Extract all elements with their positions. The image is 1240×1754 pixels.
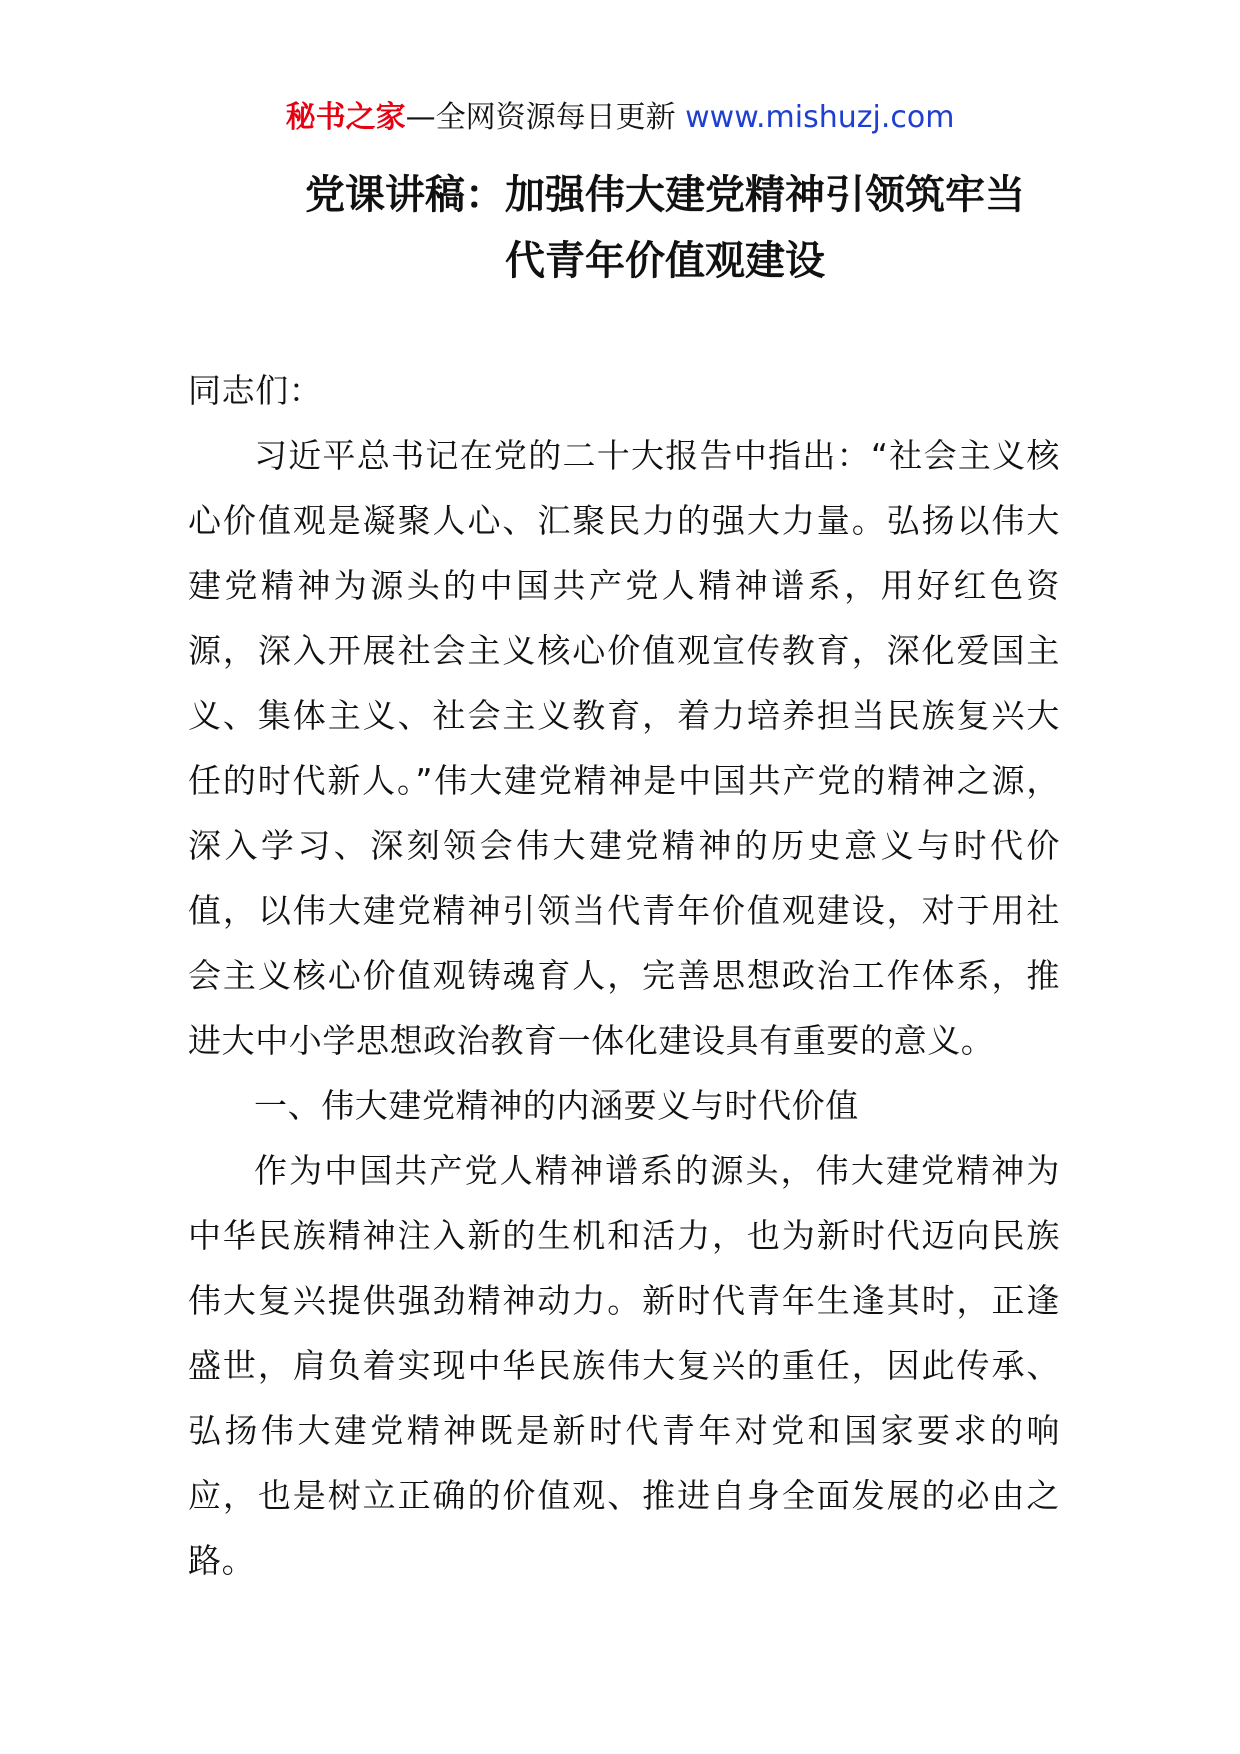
title-line-2: 代青年价值观建设 xyxy=(505,238,825,284)
body-paragraph: 习近平总书记在党的二十大报告中指出：“社会主义核心价值观是凝聚人心、汇聚民力的强大力量。弘扬以伟大建党精神为源头的中国共产党人精神谱系，用好红色资源，深入开展社会主义核心价值观宣传教育，深化爱国主义、集体主义、社会主义教育，着力培养担当民族复兴大任的时代新人。”伟大建党精神是中国共产党的精神之源，深入学习、深刻领会伟大建党精神的历史意义与时代价值，以伟大建党精神引领当代青年价值观建设，对于用社会主义核心价值观铸魂育人，完善思想政治工作体系，推进大中小学思想政治教育一体化建设具有重要的意义。 xyxy=(188,436,1060,1060)
title-line-1: 党课讲稿：加强伟大建党精神引领筑牢当 xyxy=(305,172,1025,218)
section-heading: 一、伟大建党精神的内涵要义与时代价值 xyxy=(254,1086,859,1125)
site-brand: 秘书之家 xyxy=(285,100,406,135)
site-tagline: —全网资源每日更新 xyxy=(405,100,676,135)
site-url-link[interactable]: www.mishuzj.com xyxy=(685,100,955,135)
document-title xyxy=(270,162,1060,294)
salutation: 同志们： xyxy=(188,371,323,410)
document-body xyxy=(188,358,1060,1593)
body-paragraph: 作为中国共产党人精神谱系的源头，伟大建党精神为中华民族精神注入新的生机和活力，也为新时代迈向民族伟大复兴提供强劲精神动力。新时代青年生逢其时，正逢盛世，肩负着实现中华民族伟大复兴的重任，因此传承、弘扬伟大建党精神既是新时代青年对党和国家要求的响应，也是树立正确的价值观、推进自身全面发展的必由之路。 xyxy=(188,1151,1060,1580)
site-banner xyxy=(0,98,1240,138)
